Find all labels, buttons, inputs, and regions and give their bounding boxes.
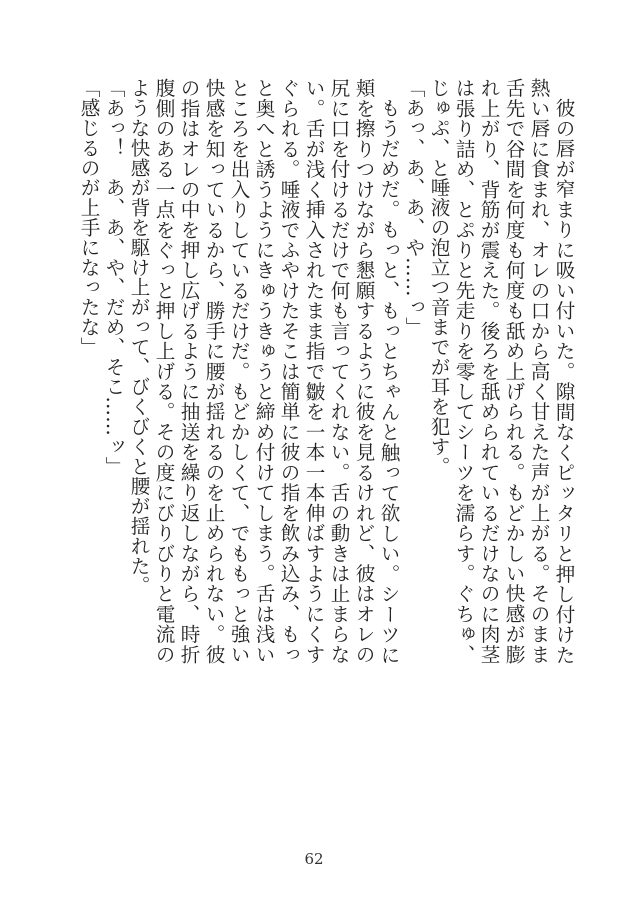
paragraph-narration: 彼の唇が窄まりに吸い付いた。隙間なくピッタリと押し付けた熱い唇に食まれ、オレの口から高く甘えた声が上がる。そのまま舌先で谷間を何度も何度も舐め上げられる。もどかしい快感が膨れ上がり、背筋が震えた。後ろを舐められているだけなのに肉茎は張り詰め、とぷりと先走りを零してシーツを濡らす。ぐちゅ、じゅぷ、と唾液の泡立つ音までが耳を犯す。 <box>427 78 575 664</box>
paragraph-dialogue: 「あっ、あ、あ、や……っ」 <box>402 78 425 337</box>
paragraph-dialogue: 「あっ！ あ、あ、や、だめ、そこ……ッ」 <box>102 78 125 476</box>
paragraph-dialogue: 「感じるのが上手になったな」 <box>77 78 100 357</box>
page-number: 62 <box>304 850 324 868</box>
vertical-text-body <box>76 78 576 664</box>
paragraph-narration: もうだめだ。もっと、もっとちゃんと触って欲しい。シーツに頬を擦りつけながら懇願するように彼を見るけれど、彼はオレの尻に口を付けるだけで何も言ってくれない。舌の動きは止まらない。舌が浅く挿入されたまま指で皺を一本一本伸ばすようにくすぐられる。唾液でふやけたそこは簡単に彼の指を飲み込み、もっと奥へと誘うようにきゅうきゅうと締め付けてしまう。舌は浅いところを出入りしているだけだ。もどかしくて、でももっと強い快感を知っているから、勝手に腰が揺れるのを止められない。彼の指はオレの中を押し広げるように抽送を繰り返しながら、時折腹側のある一点をぐっと押し上げる。その度にびりびりと電流のような快感が背を駆け上がって、びくびくと腰が揺れた。 <box>127 78 400 664</box>
